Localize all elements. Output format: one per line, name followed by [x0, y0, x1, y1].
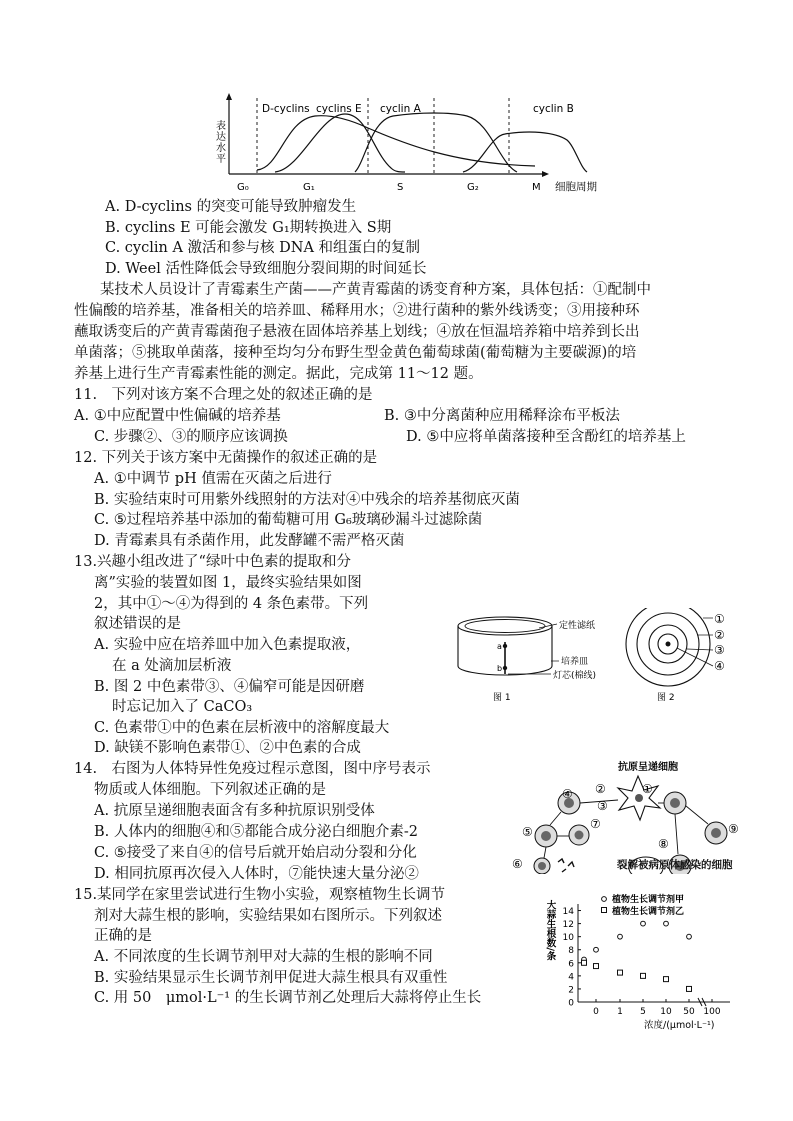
cell-nucleus	[538, 862, 546, 870]
chart-y-tick-label: 14	[562, 907, 574, 918]
q13-option-d: D. 缺镁不影响色素带①、②中色素的合成	[94, 740, 361, 756]
cyclin-x-arrow	[542, 171, 549, 177]
label-a: a	[497, 642, 502, 651]
label-cyclin-b: cyclin B	[533, 103, 574, 115]
label-dish: 培养皿	[561, 657, 589, 667]
label-filter-paper: 定性滤纸	[559, 621, 596, 631]
series-b-point	[618, 970, 623, 975]
chart-xlabel: 浓度/(μmol·L⁻¹)	[644, 1020, 715, 1031]
series-a-point	[641, 921, 646, 926]
band-label-1: ①	[714, 612, 725, 626]
label-d-cyclins: D-cyclins	[262, 103, 310, 115]
q12-stem: 12. 下列关于该方案中无菌操作的叙述正确的是	[74, 450, 378, 466]
num-9: ⑨	[728, 822, 739, 836]
label-cyclin-a: cyclin A	[380, 103, 421, 115]
series-b-point	[594, 964, 599, 969]
cell-nucleus	[541, 831, 551, 841]
antibodies	[558, 859, 574, 872]
q13-option-b: B. 图 2 中色素带③、④偏窄可能是因研磨	[94, 679, 365, 695]
chart-y-tick-label: 4	[568, 972, 574, 983]
num-7: ⑦	[590, 817, 601, 831]
cell-nucleus	[575, 831, 584, 840]
label-cyclins-e: cyclins E	[316, 103, 362, 115]
legend-marker-square	[602, 908, 607, 913]
q14-stem: 物质或人体细胞。下列叙述正确的是	[94, 782, 326, 798]
num-1: ①	[642, 782, 653, 796]
fig2-caption: 图 2	[657, 693, 675, 703]
num-5: ⑤	[522, 825, 533, 839]
q14-option-a: A. 抗原呈递细胞表面含有多种抗原识别受体	[94, 803, 375, 819]
q14-stem: 14. 右图为人体特异性免疫过程示意图，图中序号表示	[74, 761, 431, 777]
passage-line: 某技术人员设计了青霉素生产菌——产黄青霉菌的诱变育种方案，具体包括：①配制中	[100, 282, 651, 298]
root-count-chart	[534, 890, 739, 1032]
band-label-3: ③	[714, 643, 725, 657]
phase-g2: G₂	[467, 182, 479, 193]
passage-line: 性偏酸的培养基，准备相关的培养皿、稀释用水；②进行菌种的紫外线诱变；③用接种环	[74, 303, 640, 319]
q12-option-d: D. 青霉素具有杀菌作用，此发酵罐不需严格灭菌	[94, 533, 405, 549]
label-b: b	[497, 664, 503, 673]
q15-option-b: B. 实验结果显示生长调节剂甲促进大蒜生根具有双重性	[94, 970, 448, 986]
q14-option-b: B. 人体内的细胞④和⑤都能合成分泌白细胞介素-2	[94, 824, 418, 840]
q13-option-c: C. 色素带①中的色素在层析液中的溶解度最大	[94, 720, 390, 736]
q13-option-b-cont: 时忘记加入了 CaCO₃	[112, 699, 253, 715]
fig1-caption: 图 1	[493, 693, 511, 703]
q15-stem: 正确的是	[94, 928, 152, 944]
cyclins-e-curve	[275, 114, 405, 172]
chart-x-tick-label: 10	[660, 1007, 672, 1017]
point-a	[503, 644, 507, 648]
series-b-point	[641, 973, 646, 978]
q12-option-b: B. 实验结束时可用紫外线照射的方法对④中残余的培养基彻底灭菌	[94, 492, 520, 508]
chart-y-tick-label: 6	[568, 959, 574, 970]
leader	[539, 624, 557, 628]
q11-stem: 11. 下列对该方案不合理之处的叙述正确的是	[74, 387, 373, 403]
q13-option-a: A. 实验中应在培养皿中加入色素提取液，	[94, 637, 361, 653]
series-a-point	[594, 947, 599, 952]
q13-stem: 叙述错误的是	[94, 616, 181, 632]
q12-option-a: A. ①中调节 pH 值需在灭菌之后进行	[94, 471, 332, 487]
legend-series-a: 植物生长调节剂甲	[612, 895, 685, 905]
num-6: ⑥	[512, 857, 523, 871]
series-b-point	[664, 977, 669, 982]
point-b	[503, 666, 507, 670]
legend-marker-circle	[602, 897, 607, 902]
series-b-point	[582, 960, 587, 965]
series-a-point	[618, 934, 623, 939]
leader	[687, 649, 713, 650]
arrow	[550, 812, 561, 825]
num-4: ④	[562, 787, 573, 801]
q14-option-c: C. ⑤接受了来自④的信号后就开始启动分裂和分化	[94, 845, 417, 861]
q10-option-c: C. cyclin A 激活和参与核 DNA 和组蛋白的复制	[105, 240, 421, 256]
label-wick: 灯芯(棉线)	[553, 671, 597, 681]
band-1	[626, 608, 710, 686]
phase-g1: G₁	[303, 182, 315, 193]
passage-line: 养基上进行生产青霉素性能的测定。据此，完成第 11～12 题。	[74, 366, 483, 382]
chart-y-tick-label: 8	[568, 946, 574, 957]
q12-option-c: C. ⑤过程培养基中添加的葡萄糖可用 G₆玻璃砂漏斗过滤除菌	[94, 512, 483, 528]
q10-option-b: B. cyclins E 可能会激发 G₁期转换进入 S期	[105, 220, 392, 236]
arrow	[544, 847, 546, 858]
chromatography-figure	[455, 608, 745, 708]
series-b-point	[687, 986, 692, 991]
center-dot	[666, 642, 671, 647]
series-a-point	[664, 921, 669, 926]
passage-line: 单菌落；⑤挑取单菌落，接种至均匀分布野生型金黄色葡萄球菌(葡萄糖为主要碳源)的培	[74, 345, 637, 361]
phase-m: M	[532, 182, 541, 193]
cell-nucleus	[670, 798, 680, 808]
band-label-2: ②	[714, 628, 725, 642]
chart-x-tick-label: 0	[593, 1007, 599, 1017]
q13-stem: 2，其中①～④为得到的 4 条色素带。下列	[94, 596, 369, 612]
arrow	[675, 814, 678, 854]
cyclin-y-arrow	[226, 93, 232, 100]
chart-ylabel: 大蒜生根数/条	[544, 900, 556, 961]
q11-option-c: C. 步骤②、③的顺序应该调换	[94, 429, 288, 445]
passage-line: 蘸取诱变后的产黄青霉菌孢子悬液在固体培养基上划线；④放在恒温培养箱中培养到长出	[74, 324, 640, 340]
num-3: ③	[597, 799, 608, 813]
cell-nucleus	[711, 828, 721, 838]
q13-option-a-cont: 在 a 处滴加层析液	[112, 658, 232, 674]
band-label-4: ④	[714, 659, 725, 673]
cyclin-figure	[205, 92, 605, 200]
chart-x-tick-label: 100	[703, 1007, 721, 1017]
q11-option-d: D. ⑤中应将单菌落接种至含酚红的培养基上	[406, 429, 686, 445]
q14-option-d: D. 相同抗原再次侵入人体时，⑦能快速大量分泌②	[94, 866, 419, 882]
chart-x-tick-label: 50	[683, 1007, 695, 1017]
q15-stem: 15.某同学在家里尝试进行生物小实验，观察植物生长调节	[74, 887, 446, 903]
phase-s: S	[397, 182, 404, 193]
q15-stem: 剂对大蒜生根的影响，实验结果如右图所示。下列叙述	[94, 908, 442, 924]
q11-option-a: A. ①中应配置中性偏碱的培养基	[74, 408, 281, 424]
chart-y-tick-label: 12	[562, 920, 574, 931]
arrow	[686, 806, 708, 824]
chart-y-tick-label: 0	[568, 998, 574, 1009]
chart-x-tick-label: 1	[617, 1007, 623, 1017]
chart-plot-area	[563, 904, 730, 1017]
filter-paper	[465, 620, 545, 633]
num-8: ⑧	[658, 837, 669, 851]
legend-series-b: 植物生长调节剂乙	[612, 907, 685, 917]
q13-stem: 离”实验的装置如图 1，最终实验结果如图	[94, 575, 362, 591]
chart-y-tick-label: 2	[568, 985, 574, 996]
chart-x-tick-label: 5	[640, 1007, 646, 1017]
q13-stem: 13.兴趣小组改进了“绿叶中色素的提取和分	[74, 554, 351, 570]
phase-g0: G₀	[237, 182, 249, 193]
lysis-label: 裂解被病原体感染的细胞	[617, 859, 733, 871]
chart-y-tick-label: 10	[562, 933, 574, 944]
num-2: ②	[595, 782, 606, 796]
cyclin-xlabel: 细胞周期	[555, 181, 597, 193]
apc-label: 抗原呈递细胞	[618, 762, 678, 773]
series-a-point	[687, 934, 692, 939]
q15-option-a: A. 不同浓度的生长调节剂甲对大蒜的生根的影响不同	[94, 949, 433, 965]
q15-option-c: C. 用 50 μmol·L⁻¹ 的生长调节剂乙处理后大蒜将停止生长	[94, 990, 482, 1006]
q11-option-b: B. ③中分离菌种应用稀释涂布平板法	[384, 408, 620, 424]
q10-option-d: D. Weel 活性降低会导致细胞分裂间期的时间延长	[105, 261, 427, 277]
cyclin-ylabel: 表达水平	[213, 120, 225, 164]
q10-option-a: A. D-cyclins 的突变可能导致肿瘤发生	[105, 199, 357, 215]
